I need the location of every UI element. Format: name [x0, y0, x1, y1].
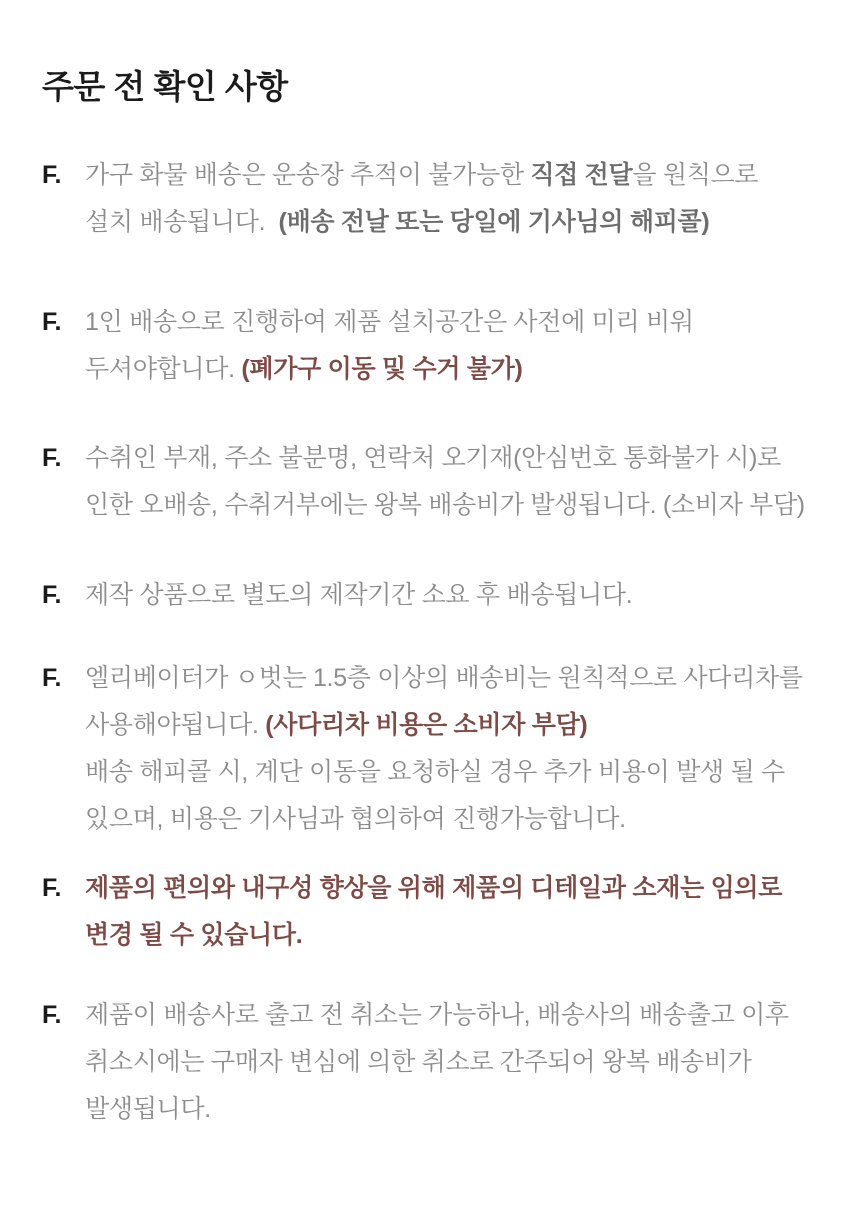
text-line — [85, 199, 820, 246]
text-line — [85, 865, 820, 912]
text-segment: 있으며, 비용은 기사님과 협의하여 진행가능합니다. — [85, 805, 626, 833]
item-bullet: F. — [42, 1001, 62, 1029]
item-bullet: F. — [42, 874, 62, 902]
text-segment: 제품이 배송사로 출고 전 취소는 가능하나, 배송사의 배송출고 이후 — [85, 1001, 789, 1029]
text-segment: 제품의 편의와 내구성 향상을 위해 제품의 디테일과 소재는 임의로 — [85, 874, 783, 902]
text-line — [85, 796, 820, 843]
text-segment: 취소시에는 구매자 변심에 의한 취소로 간주되어 왕복 배송비가 — [85, 1048, 752, 1076]
item-bullet: F. — [42, 308, 62, 336]
item-body — [85, 992, 820, 1133]
item-body — [85, 655, 820, 843]
text-line — [85, 482, 820, 529]
item-bullet: F. — [42, 161, 62, 189]
text-segment: 제작 상품으로 별도의 제작기간 소요 후 배송됩니다. — [85, 581, 633, 609]
item-bullet: F. — [42, 581, 62, 609]
text-line — [85, 749, 820, 796]
text-line — [85, 299, 820, 346]
text-segment: 가구 화물 배송은 운송장 추적이 불가능한 — [85, 161, 531, 189]
text-line — [85, 1086, 820, 1133]
text-line — [85, 572, 820, 619]
item-body — [85, 152, 820, 246]
text-line — [85, 655, 820, 702]
text-segment: 을 원칙으로 — [632, 161, 759, 189]
text-segment: 엘리베이터가 ㅇ벗는 1.5층 이상의 배송비는 원칙적으로 사다리차를 — [85, 664, 803, 692]
notice-item — [42, 435, 820, 529]
text-line — [85, 912, 820, 959]
item-bullet: F. — [42, 664, 62, 692]
text-segment: 배송 해피콜 시, 계단 이동을 요청하실 경우 추가 비용이 발생 될 수 — [85, 758, 785, 786]
text-segment: 사용해야됩니다. — [85, 711, 266, 739]
notice-item — [42, 299, 820, 393]
text-segment: (폐가구 이동 및 수거 불가) — [241, 355, 523, 383]
text-segment: 설치 배송됩니다. — [85, 208, 279, 236]
text-line — [85, 702, 820, 749]
item-body — [85, 865, 820, 959]
item-body — [85, 435, 820, 529]
item-body — [85, 572, 820, 619]
text-segment: 1인 배송으로 진행하여 제품 설치공간은 사전에 미리 비워 — [85, 308, 694, 336]
text-segment: 발생됩니다. — [85, 1095, 211, 1123]
text-segment: 인한 오배송, 수취거부에는 왕복 배송비가 발생됩니다. (소비자 부담) — [85, 491, 805, 519]
item-body — [85, 299, 820, 393]
text-segment: 변경 될 수 있습니다. — [85, 921, 303, 949]
page-title: 주문 전 확인 사항 — [42, 68, 288, 105]
item-bullet: F. — [42, 444, 62, 472]
notice-item — [42, 152, 820, 246]
text-line — [85, 1039, 820, 1086]
notice-list — [42, 152, 820, 1133]
text-segment: 수취인 부재, 주소 불분명, 연락처 오기재(안심번호 통화불가 시)로 — [85, 444, 781, 472]
notice-item — [42, 992, 820, 1133]
text-line — [85, 992, 820, 1039]
notice-item — [42, 655, 820, 843]
text-segment: (사다리차 비용은 소비자 부담) — [265, 711, 588, 739]
text-line — [85, 346, 820, 393]
text-line — [85, 152, 820, 199]
notice-item — [42, 572, 820, 619]
text-segment: 두셔야합니다. — [85, 355, 242, 383]
notice-item — [42, 865, 820, 959]
text-line — [85, 435, 820, 482]
text-segment: 직접 전달 — [530, 161, 633, 189]
text-segment: (배송 전날 또는 당일에 기사님의 해피콜) — [278, 208, 710, 236]
